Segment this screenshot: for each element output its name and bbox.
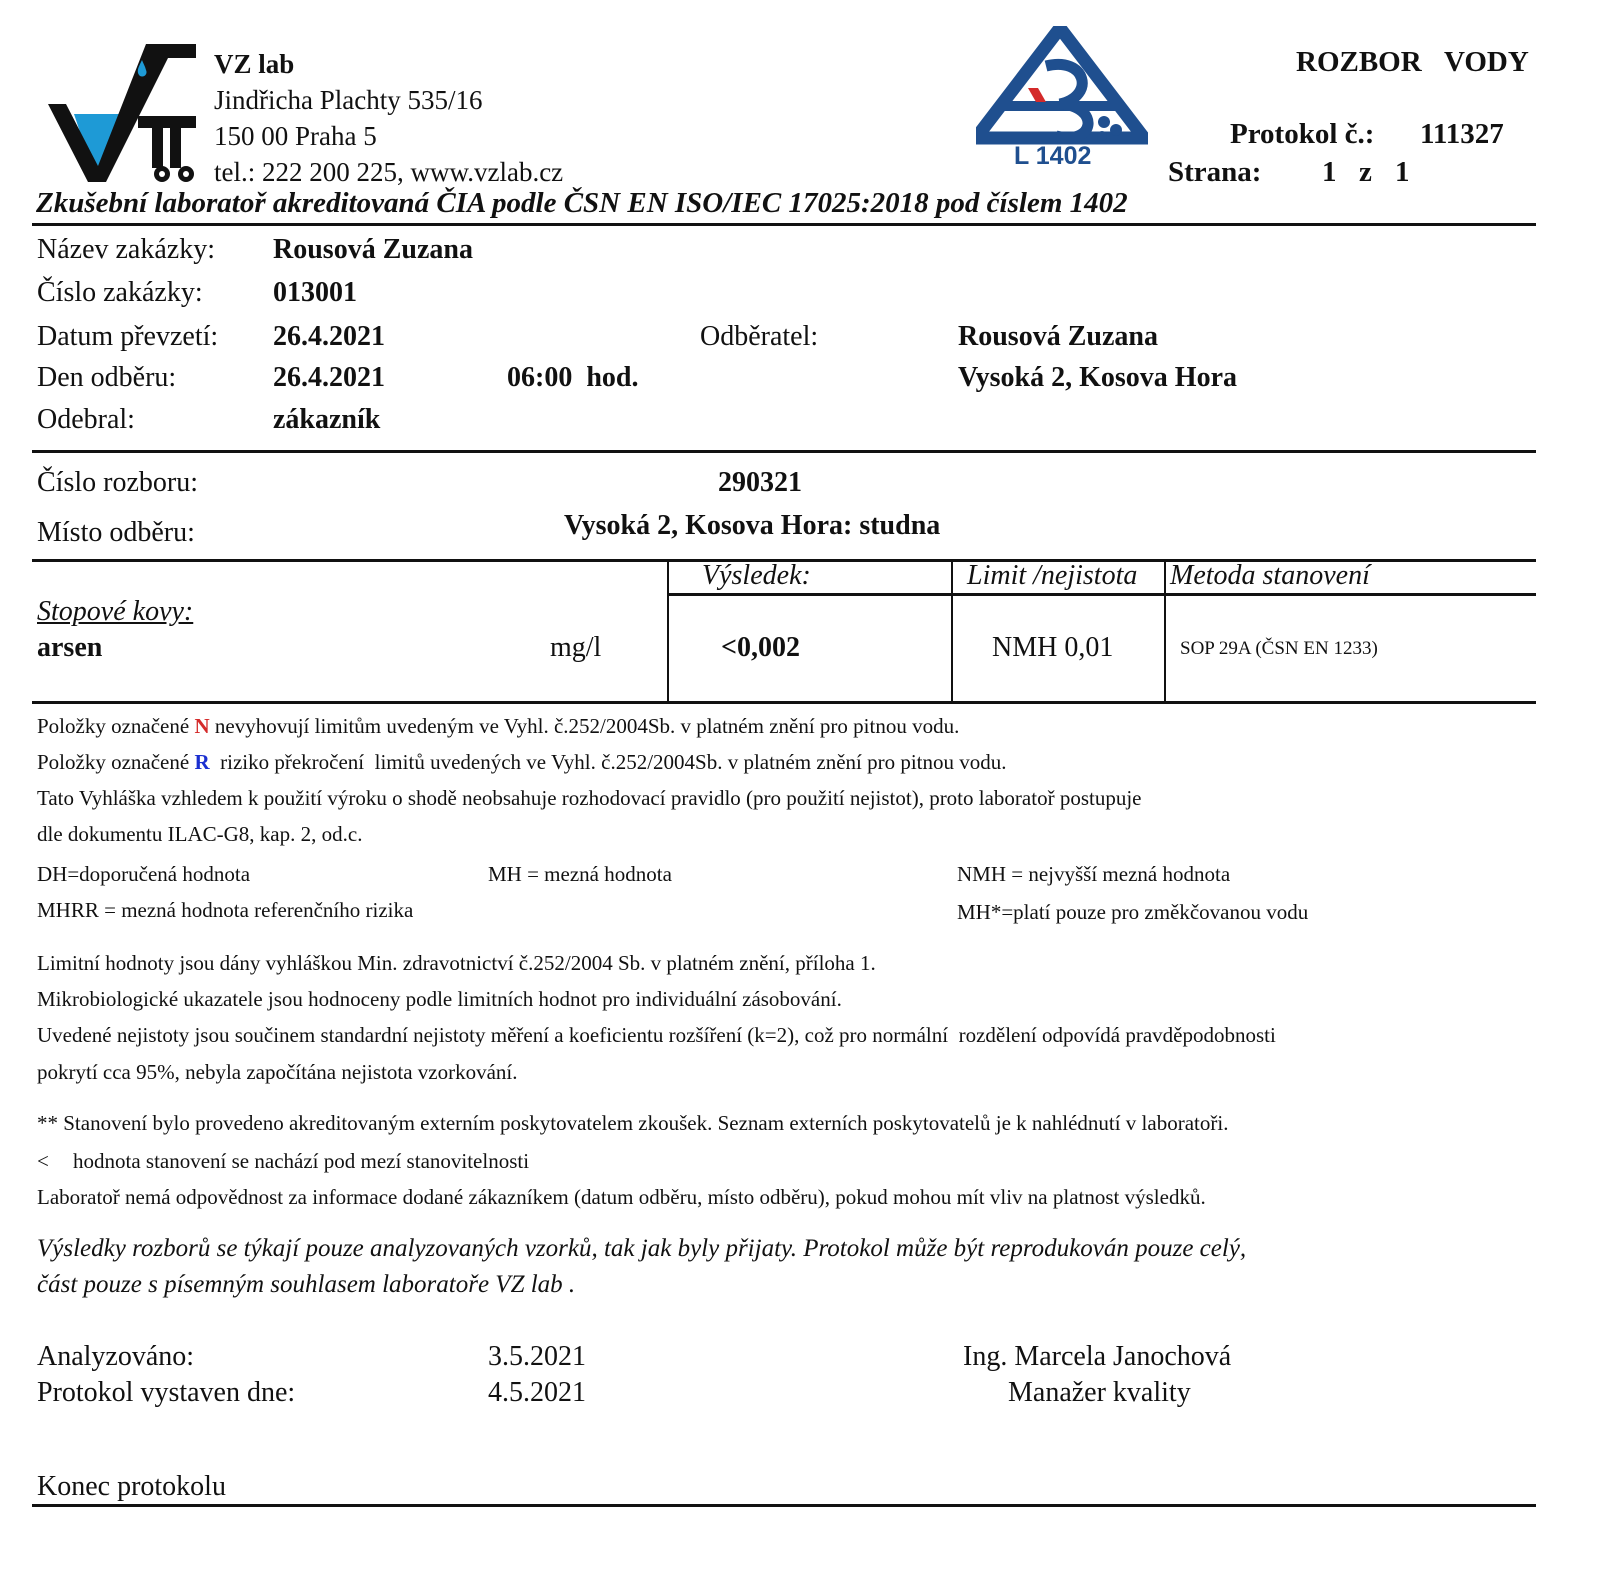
abbr-mhrr: MHRR = mezná hodnota referenčního rizika — [37, 898, 414, 922]
order-divider — [32, 450, 1536, 453]
sampled-by-label: Odebral: — [37, 404, 135, 435]
table-col-divider — [667, 560, 669, 703]
lab-street: Jindřicha Plachty 535/16 — [214, 85, 483, 115]
header-limit: Limit /nejistota — [967, 560, 1138, 591]
page-total: 1 — [1395, 156, 1410, 188]
note-n-prefix: Položky označené — [37, 714, 195, 738]
note-uncertainty-line2: pokrytí cca 95%, nebyla započítána nejistota vzorkování. — [37, 1060, 518, 1084]
accreditation-badge: L 1402 — [1014, 142, 1092, 170]
abbr-nmh: NMH = nejvyšší mezná hodnota — [957, 862, 1231, 886]
note-lt-symbol: < — [37, 1149, 49, 1173]
issued-label: Protokol vystaven dne: — [37, 1377, 296, 1408]
sampling-place-value: Vysoká 2, Kosova Hora: studna — [564, 510, 941, 541]
page-label: Strana: — [1168, 156, 1262, 188]
analysis-number-label: Číslo rozboru: — [37, 467, 198, 498]
table-header-border — [667, 593, 1536, 596]
mark-r: R — [194, 750, 210, 774]
signer-role: Manažer kvality — [1008, 1377, 1191, 1408]
order-name-value: Rousová Zuzana — [273, 234, 473, 265]
header-method: Metoda stanovení — [1170, 560, 1370, 591]
note-reproduction-line2: část pouze s písemným souhlasem laboratoře VZ lab . — [37, 1271, 576, 1298]
sampling-day-value: 26.4.2021 — [273, 362, 385, 393]
footer-divider — [32, 1504, 1536, 1507]
limit-value: NMH 0,01 — [992, 632, 1114, 663]
note-limits: Limitní hodnoty jsou dány vyhláškou Min. zdravotnictví č.252/2004 Sb. v platném znění, příloha 1. — [37, 951, 876, 975]
parameter-name: arsen — [37, 632, 103, 663]
analyzed-date: 3.5.2021 — [488, 1341, 586, 1372]
table-bottom-border — [32, 701, 1536, 704]
abbr-dh: DH=doporučená hodnota — [37, 862, 251, 886]
order-number-value: 013001 — [273, 277, 357, 308]
analysis-number-value: 290321 — [718, 467, 802, 498]
table-col-divider — [1164, 560, 1166, 703]
cia-accreditation-logo — [976, 26, 1148, 176]
note-reproduction-line1: Výsledky rozborů se týkají pouze analyzovaných vzorků, tak jak byly přijaty. Protokol může být reprodukován pouze celý, — [37, 1235, 1247, 1262]
received-date-value: 26.4.2021 — [273, 321, 385, 352]
method-value: SOP 29A (ČSN EN 1233) — [1180, 638, 1378, 659]
result-value: <0,002 — [721, 632, 800, 663]
protocol-label: Protokol č.: — [1230, 118, 1375, 150]
lab-name: VZ lab — [214, 49, 295, 79]
sampling-day-label: Den odběru: — [37, 362, 177, 393]
vzlab-logo-icon — [44, 40, 202, 186]
sampling-time-value: 06:00 hod. — [507, 362, 639, 393]
note-liability: Laboratoř nemá odpovědnost za informace dodané zákazníkem (datum odběru, místo odběru), pokud mohou mít vliv na platnost výsledků. — [37, 1185, 1206, 1209]
note-n-text: nevyhovují limitům uvedeným ve Vyhl. č.252/2004Sb. v platném znění pro pitnou vodu. — [209, 714, 960, 738]
doc-title-word1: ROZBOR — [1296, 46, 1422, 78]
received-date-label: Datum převzetí: — [37, 321, 219, 352]
doc-title-word2: VODY — [1444, 46, 1529, 78]
lab-city: 150 00 Praha 5 — [214, 121, 377, 151]
note-n — [37, 714, 959, 739]
note-external: ** Stanovení bylo provedeno akreditovaným externím poskytovatelem zkoušek. Seznam externích poskytovatelů je k nahlédnutí v laboratoři. — [37, 1111, 1229, 1135]
sampled-by-value: zákazník — [273, 404, 381, 435]
parameter-unit: mg/l — [550, 632, 602, 663]
customer-name: Rousová Zuzana — [958, 321, 1158, 352]
protocol-number: 111327 — [1420, 118, 1504, 150]
page-current: 1 — [1322, 156, 1337, 188]
page-of: z — [1359, 156, 1372, 188]
mark-n: N — [194, 714, 210, 738]
parameter-group: Stopové kovy: — [37, 596, 194, 627]
note-micro: Mikrobiologické ukazatele jsou hodnoceny podle limitních hodnot pro individuální zásobování. — [37, 987, 842, 1011]
note-rule-line2: dle dokumentu ILAC-G8, kap. 2, od.c. — [37, 822, 363, 846]
note-r-prefix: Položky označené — [37, 750, 195, 774]
end-of-protocol: Konec protokolu — [37, 1471, 226, 1502]
signer-name: Ing. Marcela Janochová — [963, 1341, 1232, 1372]
table-col-divider — [951, 560, 953, 703]
customer-address: Vysoká 2, Kosova Hora — [958, 362, 1238, 393]
order-number-label: Číslo zakázky: — [37, 277, 203, 308]
note-r — [37, 750, 1007, 775]
order-name-label: Název zakázky: — [37, 234, 215, 265]
abbr-mh: MH = mezná hodnota — [488, 862, 672, 886]
abbr-mhstar: MH*=platí pouze pro změkčovanou vodu — [957, 900, 1309, 924]
note-lt-text: hodnota stanovení se nachází pod mezí stanovitelnosti — [73, 1149, 530, 1173]
sampling-place-label: Místo odběru: — [37, 517, 195, 548]
header-result: Výsledek: — [702, 560, 811, 591]
accreditation-statement: Zkušební laboratoř akreditovaná ČIA podle ČSN EN ISO/IEC 17025:2018 pod číslem 1402 — [36, 187, 1128, 219]
analyzed-label: Analyzováno: — [37, 1341, 195, 1372]
lab-contact: tel.: 222 200 225, www.vzlab.cz — [214, 157, 564, 187]
note-uncertainty-line1: Uvedené nejistoty jsou součinem standardní nejistoty měření a koeficientu rozšíření (k=2), což pro normální rozdělení odpovídá pravděpodobnosti — [37, 1023, 1276, 1047]
vzlab-logo — [44, 40, 202, 186]
customer-label: Odběratel: — [700, 321, 819, 352]
issued-date: 4.5.2021 — [488, 1377, 586, 1408]
note-r-text: riziko překročení limitů uvedených ve Vyhl. č.252/2004Sb. v platném znění pro pitnou vodu. — [209, 750, 1007, 774]
note-rule-line1: Tato Vyhláška vzhledem k použití výroku o shodě neobsahuje rozhodovací pravidlo (pro použití nejistot), proto laboratoř postupuje — [37, 786, 1142, 810]
header-divider — [32, 223, 1536, 226]
